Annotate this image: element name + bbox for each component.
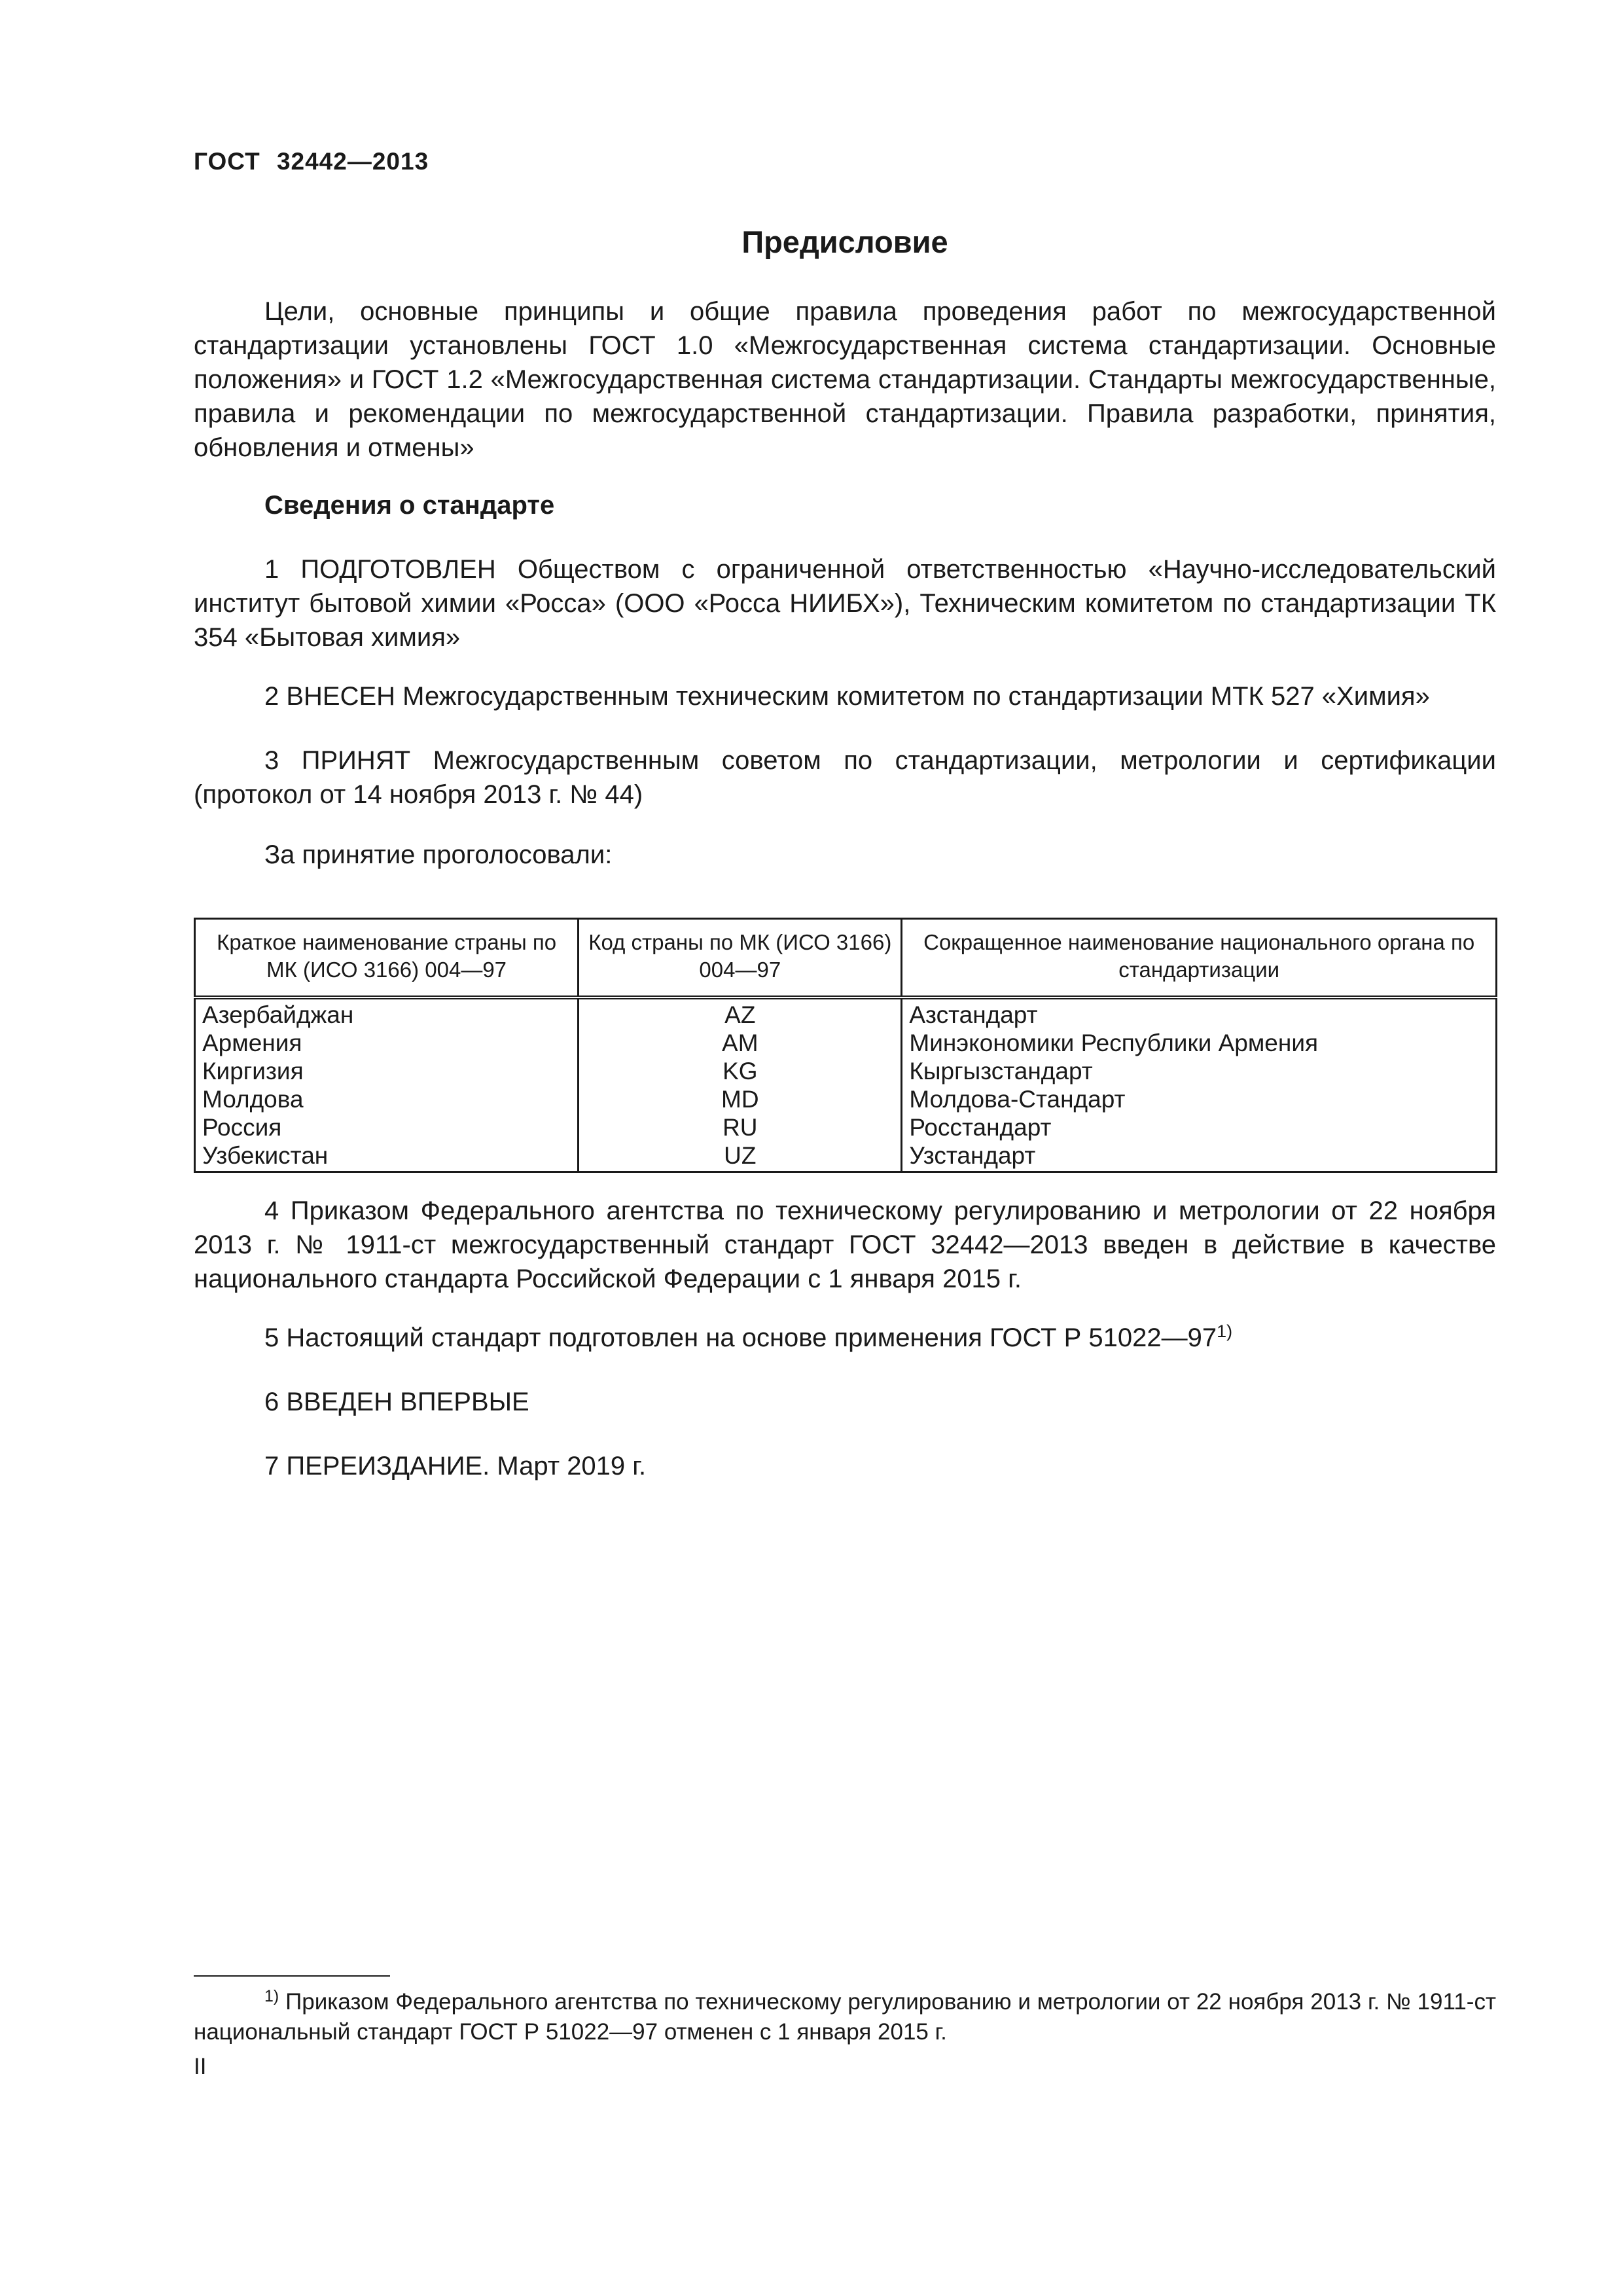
cell-body: Азстандарт	[902, 997, 1497, 1029]
table-row	[195, 1141, 1497, 1172]
table-row	[195, 1029, 1497, 1057]
table-row	[195, 1085, 1497, 1113]
item-7-paragraph: 7 ПЕРЕИЗДАНИЕ. Март 2019 г.	[264, 1452, 647, 1480]
cell-country: Молдова	[202, 1086, 304, 1113]
cell-code: UZ	[579, 1141, 902, 1172]
item-5-text: 5 Настоящий стандарт подготовлен на основе применения ГОСТ Р 51022—97	[264, 1323, 1217, 1352]
standard-header: ГОСТ 32442—2013	[194, 148, 429, 175]
item-3-paragraph: 3 ПРИНЯТ Межгосударственным советом по стандартизации, метрологии и сертификации (протокол от 14 ноября 2013 г. № 44)	[194, 746, 1496, 809]
header-standards-body: Сокращенное наименование национального органа по стандартизации	[902, 919, 1497, 998]
item-5-paragraph	[194, 1321, 1496, 1355]
votes-intro: За принятие проголосовали:	[264, 840, 613, 869]
footnote	[194, 1987, 1496, 2047]
cell-body: Узстандарт	[902, 1141, 1497, 1172]
cell-code: RU	[579, 1113, 902, 1141]
footnote-text: Приказом Федерального агентства по техническому регулированию и метрологии от 22 ноября 2013 г. № 1911-ст национальный стандарт ГОСТ Р 51022—97 отменен с 1 января 2015 г.	[194, 1989, 1496, 2045]
item-4-paragraph: 4 Приказом Федерального агентства по техническому регулированию и метрологии от 22 ноября 2013 г. № 1911-ст межгосударственный стандарт ГОСТ 32442—2013 введен в действие в качестве национального стандарта Российской Федерации с 1 января 2015 г.	[194, 1196, 1496, 1293]
intro-paragraph: Цели, основные принципы и общие правила проведения работ по межгосударственной стандартизации установлены ГОСТ 1.0 «Межгосударственная система стандартизации. Основные положения» и ГОСТ 1.2 «Межгосударственная система стандартизации. Стандарты межгосударственные, правила и рекомендации по межгосударственной стандартизации. Правила разработки, принятия, обновления и отмены»	[194, 297, 1496, 462]
footnote-divider	[194, 1975, 390, 1977]
header-country-name: Краткое наименование страны по МК (ИСО 3166) 004—97	[195, 919, 579, 998]
header-country-code: Код страны по МК (ИСО 3166) 004—97	[579, 919, 902, 998]
cell-code: AZ	[579, 997, 902, 1029]
footnote-reference: 1)	[1217, 1321, 1233, 1341]
cell-country: Россия	[202, 1114, 282, 1141]
cell-country: Азербайджан	[202, 1001, 354, 1028]
cell-body: Минэкономики Республики Армения	[902, 1029, 1497, 1057]
cell-country: Армения	[202, 1030, 302, 1056]
votes-table	[194, 918, 1497, 1173]
table-row	[195, 1113, 1497, 1141]
table-header-row	[195, 919, 1497, 998]
page-title: Предисловие	[741, 224, 948, 259]
table-row	[195, 997, 1497, 1029]
cell-country: Узбекистан	[202, 1142, 329, 1169]
info-heading: Сведения о стандарте	[264, 491, 555, 520]
cell-code: MD	[579, 1085, 902, 1113]
footnote-mark: 1)	[264, 1987, 279, 2005]
cell-code: KG	[579, 1057, 902, 1085]
item-2-paragraph: 2 ВНЕСЕН Межгосударственным техническим комитетом по стандартизации МТК 527 «Химия»	[264, 682, 1430, 711]
cell-body: Кыргызстандарт	[902, 1057, 1497, 1085]
cell-code: AM	[579, 1029, 902, 1057]
item-1-paragraph: 1 ПОДГОТОВЛЕН Обществом с ограниченной ответственностью «Научно-исследовательский институт бытовой химии «Росса» (ООО «Росса НИИБХ»), Техническим комитетом по стандартизации ТК 354 «Бытовая химия»	[194, 555, 1496, 652]
cell-body: Росстандарт	[902, 1113, 1497, 1141]
page-number: II	[194, 2054, 207, 2079]
cell-country: Киргизия	[202, 1058, 304, 1085]
table-row	[195, 1057, 1497, 1085]
item-6-paragraph: 6 ВВЕДЕН ВПЕРВЫЕ	[264, 1388, 529, 1416]
cell-body: Молдова-Стандарт	[902, 1085, 1497, 1113]
